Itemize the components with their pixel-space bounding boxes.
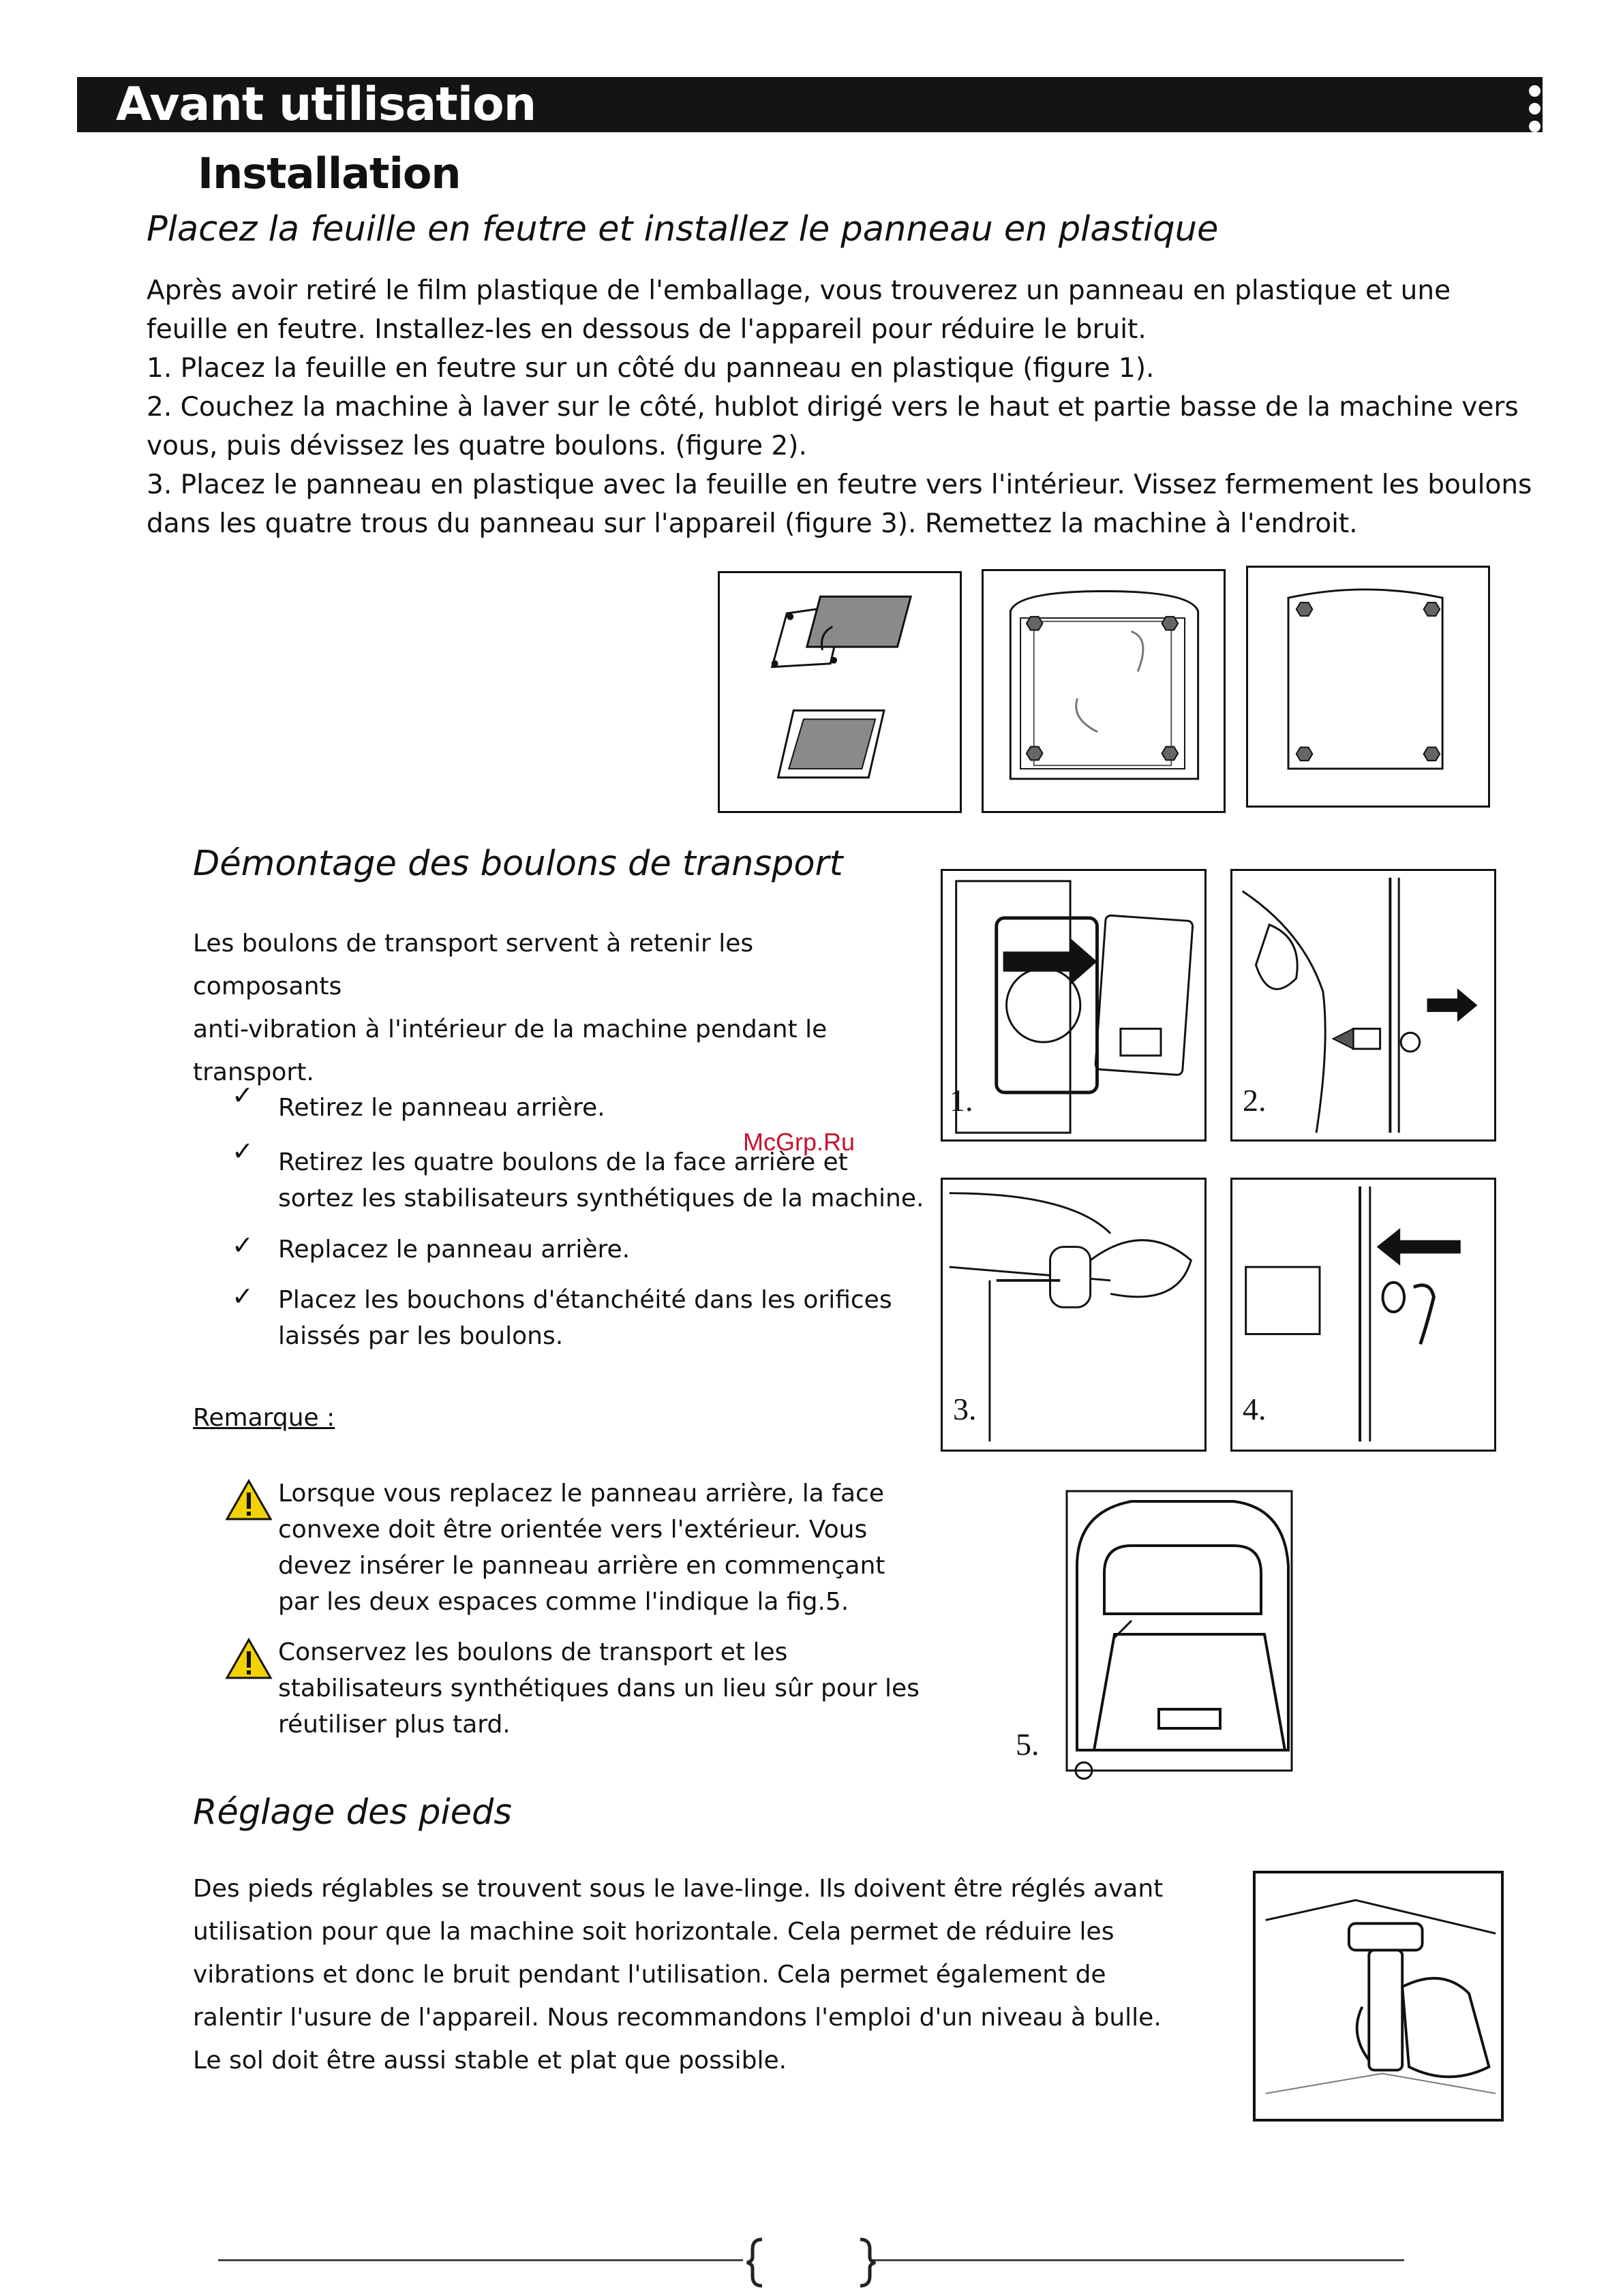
figure-machine-bottom bbox=[982, 569, 1226, 813]
figure-adjust-foot bbox=[1253, 1871, 1504, 2122]
installation-instructions bbox=[147, 271, 1564, 543]
feet-line: utilisation pour que la machine soit horizontale. Cela permet de réduire les bbox=[193, 1918, 1114, 1946]
intro-line: Les boulons de transport servent à retenir les composants bbox=[193, 930, 754, 1000]
intro-line: anti-vibration à l'intérieur de la machine pendant le bbox=[193, 1015, 828, 1043]
figure-label: 2. bbox=[1243, 1083, 1266, 1118]
figure-label: 1. bbox=[950, 1083, 973, 1118]
step-line: Placez les bouchons d'étanchéité dans les orifices bbox=[278, 1286, 892, 1314]
warning-icon bbox=[225, 1638, 273, 1680]
figure-back-panel-insertion bbox=[1016, 1484, 1302, 1791]
warning-icon bbox=[225, 1479, 273, 1521]
page-title: Avant utilisation bbox=[116, 78, 536, 132]
header-dots-decoration bbox=[1529, 85, 1543, 138]
remark-label: Remarque : bbox=[193, 1404, 335, 1432]
instruction-line: 2. Couchez la machine à laver sur le côté, hublot dirigé vers le haut et partie basse de la machine vers bbox=[147, 392, 1519, 423]
warning-text bbox=[278, 1634, 926, 1743]
instruction-line: dans les quatre trous du panneau sur l'appareil (figure 3). Remettez la machine à l'endroit. bbox=[147, 508, 1358, 539]
figure-label: 3. bbox=[953, 1392, 977, 1426]
figure-remove-back-panel bbox=[941, 869, 1207, 1142]
instruction-line: 3. Placez le panneau en plastique avec la feuille en feutre vers l'intérieur. Vissez fermement les boulons bbox=[147, 470, 1532, 500]
instruction-line: 1. Placez la feuille en feutre sur un côté du panneau en plastique (figure 1). bbox=[147, 353, 1155, 384]
footer-line-left bbox=[218, 2259, 743, 2261]
feet-line: Le sol doit être aussi stable et plat que possible. bbox=[193, 2047, 787, 2075]
page-number-bracket bbox=[743, 2235, 879, 2290]
step-line: sortez les stabilisateurs synthétiques de la machine. bbox=[278, 1184, 924, 1212]
warning-line: stabilisateurs synthétiques dans un lieu sûr pour les bbox=[278, 1674, 920, 1702]
step-line: Replacez le panneau arrière. bbox=[278, 1236, 631, 1264]
feet-description bbox=[193, 1867, 1256, 2082]
figure-label: 5. bbox=[1016, 1727, 1040, 1762]
installation-subtitle: Placez la feuille en feutre et installez le panneau en plastique bbox=[147, 209, 1219, 249]
figure-label: 4. bbox=[1243, 1392, 1266, 1426]
instruction-line: feuille en feutre. Installez-les en dessous de l'appareil pour réduire le bruit. bbox=[147, 314, 1147, 345]
figure-insert-caps bbox=[1230, 1178, 1496, 1452]
checkmark-icon: ✓ bbox=[232, 1080, 254, 1110]
figure-remove-bolts bbox=[1230, 869, 1496, 1142]
feet-line: ralentir l'usure de l'appareil. Nous recommandons l'emploi d'un niveau à bulle. bbox=[193, 2004, 1162, 2032]
step-line: Retirez les quatre boulons de la face arrière et bbox=[278, 1148, 848, 1176]
warning-line: convexe doit être orientée vers l'extérieur. Vous bbox=[278, 1516, 868, 1544]
feet-title: Réglage des pieds bbox=[193, 1792, 512, 1833]
intro-line: transport. bbox=[193, 1058, 314, 1086]
step-line: laissés par les boulons. bbox=[278, 1322, 564, 1350]
warning-line: devez insérer le panneau arrière en commençant bbox=[278, 1552, 885, 1580]
feet-line: vibrations et donc le bruit pendant l'utilisation. Cela permet également de bbox=[193, 1961, 1106, 1989]
instruction-line: Après avoir retiré le film plastique de l'emballage, vous trouverez un panneau en plastique et une bbox=[147, 275, 1451, 306]
warning-line: par les deux espaces comme l'indique la fig.5. bbox=[278, 1588, 849, 1616]
feet-line: Des pieds réglables se trouvent sous le lave-linge. Ils doivent être réglés avant bbox=[193, 1875, 1164, 1903]
warning-text bbox=[278, 1475, 926, 1620]
transport-intro bbox=[193, 922, 909, 1094]
instruction-line: vous, puis dévissez les quatre boulons. (figure 2). bbox=[147, 431, 807, 461]
figure-replace-back-panel bbox=[941, 1178, 1207, 1452]
warning-line: Lorsque vous replacez le panneau arrière, la face bbox=[278, 1480, 884, 1507]
checkmark-icon: ✓ bbox=[232, 1281, 254, 1311]
figure-felt-sheet bbox=[718, 571, 962, 813]
warning-line: réutiliser plus tard. bbox=[278, 1711, 511, 1739]
installation-title: Installation bbox=[198, 149, 461, 198]
footer-line-right bbox=[873, 2259, 1404, 2261]
checkmark-icon: ✓ bbox=[232, 1136, 254, 1166]
warning-line: Conservez les boulons de transport et les bbox=[278, 1638, 788, 1666]
watermark-text: McGrp.Ru bbox=[743, 1128, 855, 1156]
checkmark-icon: ✓ bbox=[232, 1230, 254, 1260]
step-line: Retirez le panneau arrière. bbox=[278, 1094, 605, 1122]
figure-panel-installed bbox=[1246, 566, 1490, 808]
transport-title: Démontage des boulons de transport bbox=[193, 844, 843, 884]
